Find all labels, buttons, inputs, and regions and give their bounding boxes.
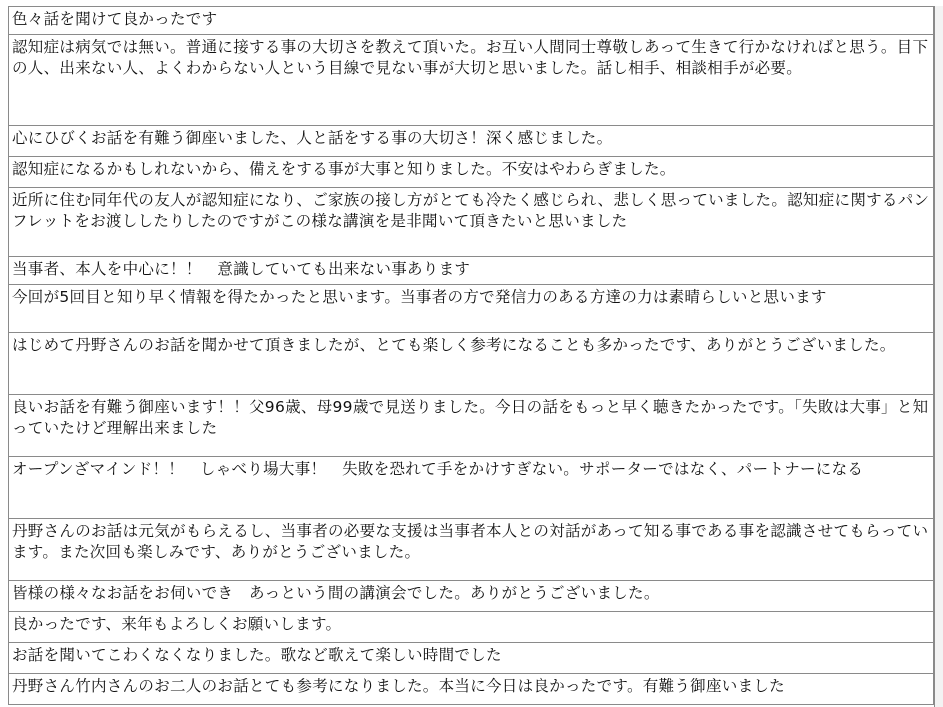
right-edge-column: [934, 6, 943, 707]
table-row: [9, 35, 934, 126]
response-cell[interactable]: 近所に住む同年代の友人が認知症になり、ご家族の接し方がとても冷たく感じられ、悲しく思っていました。認知症に関するパンフレットをお渡ししたりしたのですがこの様な講演を是非聞いて頂きたいと思いました: [9, 188, 934, 257]
response-cell[interactable]: 良いお話を有難う御座います！！父96歳、母99歳で見送りました。今日の話をもっと早く聴きたかったです。「失敗は大事」と知っていたけど理解出来ました: [9, 395, 934, 457]
responses-table: [8, 6, 934, 705]
table-row: [9, 519, 934, 581]
response-cell[interactable]: 色々話を聞けて良かったです: [9, 7, 934, 35]
table-row: [9, 674, 934, 705]
table-row: [9, 457, 934, 519]
response-cell[interactable]: 心にひびくお話を有難う御座いました、人と話をする事の大切さ！深く感じました。: [9, 126, 934, 157]
table-row: [9, 395, 934, 457]
table-row: [9, 126, 934, 157]
response-cell[interactable]: オープンざマインド！！ しゃべり場大事！ 失敗を恐れて手をかけすぎない。サポーターではなく、パートナーになる: [9, 457, 934, 519]
table-row: [9, 188, 934, 257]
response-cell[interactable]: 今回が5回目と知り早く情報を得たかったと思います。当事者の方で発信力のある方達の力は素晴らしいと思います: [9, 285, 934, 333]
response-cell[interactable]: 認知症になるかもしれないから、備えをする事が大事と知りました。不安はやわらぎました。: [9, 157, 934, 188]
table-row: [9, 581, 934, 612]
response-cell[interactable]: はじめて丹野さんのお話を聞かせて頂きましたが、とても楽しく参考になることも多かったです、ありがとうございました。: [9, 333, 934, 395]
table-row: [9, 7, 934, 35]
response-cell[interactable]: 丹野さん竹内さんのお二人のお話とても参考になりました。本当に今日は良かったです。有難う御座いました: [9, 674, 934, 705]
table-row: [9, 157, 934, 188]
table-row: [9, 257, 934, 285]
response-cell[interactable]: 良かったです、来年もよろしくお願いします。: [9, 612, 934, 643]
table-row: [9, 643, 934, 674]
response-cell[interactable]: 皆様の様々なお話をお伺いでき あっという間の講演会でした。ありがとうございました。: [9, 581, 934, 612]
response-cell[interactable]: お話を聞いてこわくなくなりました。歌など歌えて楽しい時間でした: [9, 643, 934, 674]
response-cell[interactable]: 認知症は病気では無い。普通に接する事の大切さを教えて頂いた。お互い人間同士尊敬しあって生きて行かなければと思う。目下の人、出来ない人、よくわからない人という目線で見ない事が大切と思いました。話し相手、相談相手が必要。: [9, 35, 934, 126]
response-cell[interactable]: 丹野さんのお話は元気がもらえるし、当事者の必要な支援は当事者本人との対話があって知る事である事を認識させてもらっています。また次回も楽しみです、ありがとうございました。: [9, 519, 934, 581]
table-row: [9, 285, 934, 333]
response-cell[interactable]: 当事者、本人を中心に！！ 意識していても出来ない事あります: [9, 257, 934, 285]
table-row: [9, 612, 934, 643]
table-row: [9, 333, 934, 395]
